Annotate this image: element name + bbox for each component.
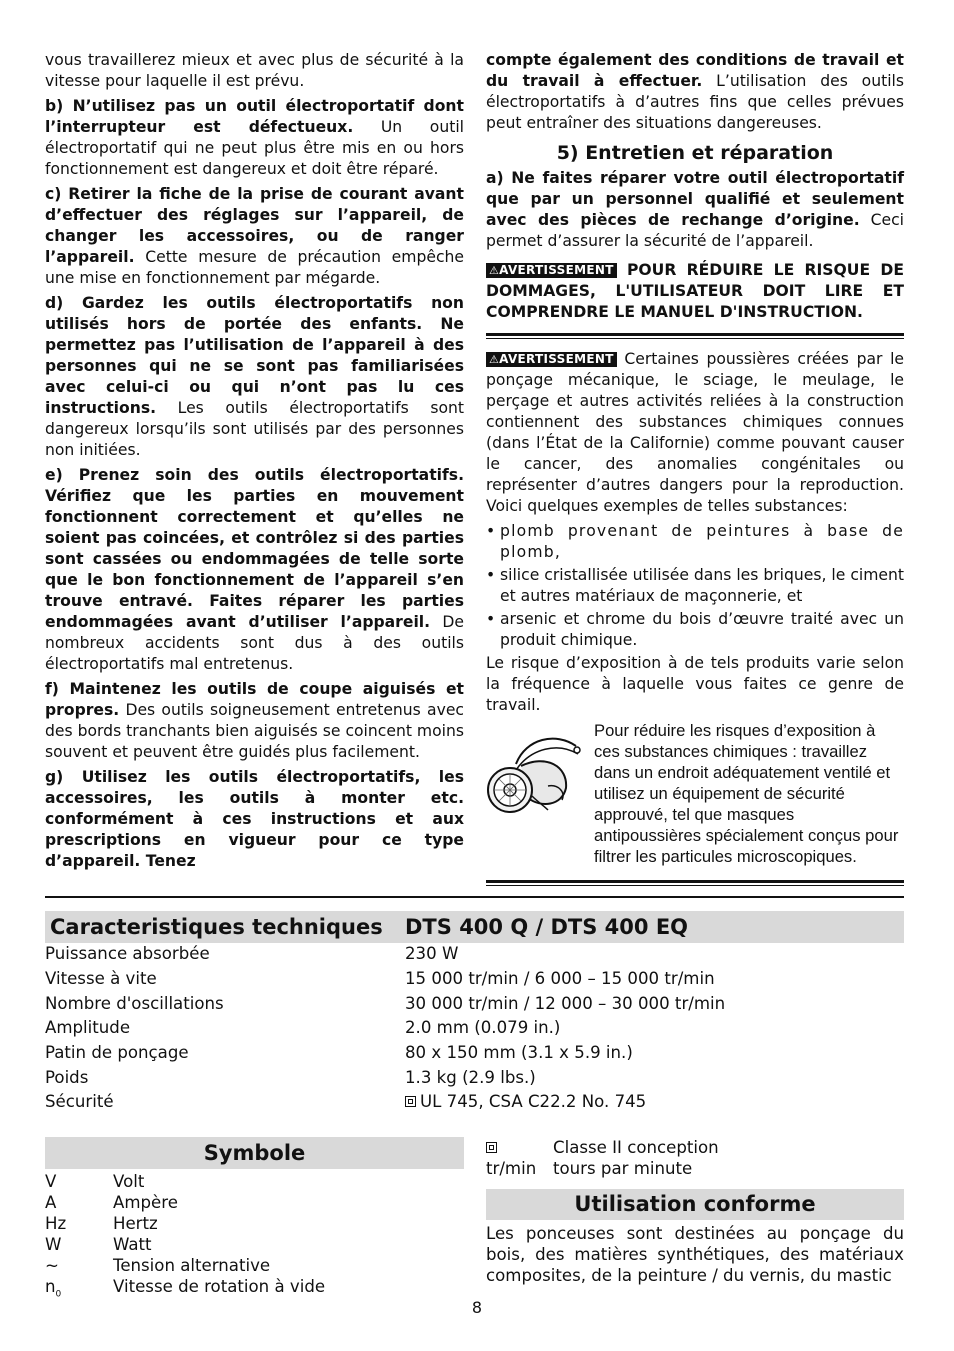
respirator-mask-icon <box>486 726 586 826</box>
divider <box>486 333 904 339</box>
left-column <box>45 50 464 876</box>
risk-paragraph: Le risque d’exposition à de tels produits varie selon la fréquence à laquelle vous faites ce genre de travail. <box>486 654 904 714</box>
usage-text: Les ponceuses sont destinées au ponçage du bois, des matières synthétiques, des matériaux composites, de la peinture / du vernis, du mastic <box>486 1224 904 1285</box>
mask-advice: Pour réduire les risques d’exposition à ces substances chimiques : travaillez dans un endroit adéquatement ventilé et utilisez un équipement de sécurité approuvé, tel que masques antipoussières spécialement conçus pour filtrer les particules microscopiques. <box>594 721 899 866</box>
divider <box>486 880 904 886</box>
warning-1: ⚠AVERTISSEMENT POUR RÉDUIRE LE RISQUE DE DOMMAGES, L'UTILISATEUR DOIT LIRE ET COMPRENDRE LE MANUEL D'INSTRUCTION. <box>486 261 904 321</box>
list-item: • silice cristallisée utilisée dans les briques, le ciment et autres matériaux de maçonnerie, et <box>486 565 904 607</box>
rule-b: b) N’utilisez pas un outil électroportatif dont l’interrupteur est défectueux. Un outil électroportatif qui ne peut plus être mis en ou hors fonctionnement est dangereux et doit être réparé. <box>45 97 464 178</box>
section-divider <box>45 896 904 898</box>
symbols-header: Symbole <box>45 1137 464 1169</box>
class-ii-icon <box>405 1096 416 1107</box>
warning-2: ⚠AVERTISSEMENT Certaines poussières créées par le ponçage mécanique, le sciage, le meulage, le perçage et autres activités reliées à la construction contiennent des substances chimiques connues (dans l’État de la Californie) comme pouvant causer le cancer, des anomalies congénitales ou représenter d’autres dangers pour la reproduction. Voici quelques exemples de telles substances: <box>486 350 904 515</box>
warning-badge: ⚠AVERTISSEMENT <box>486 352 617 367</box>
usage-header: Utilisation conforme <box>486 1189 904 1220</box>
substances-list <box>486 521 904 651</box>
specs-model: DTS 400 Q / DTS 400 EQ <box>405 915 689 939</box>
section-5-title: 5) Entretien et réparation <box>556 142 834 164</box>
warning-triangle-icon: ⚠ <box>489 264 500 277</box>
right-column <box>486 50 904 870</box>
class-ii-icon <box>486 1142 497 1153</box>
paragraph-continuation: vous travaillerez mieux et avec plus de sécurité à la vitesse pour laquelle il est prévu. <box>45 51 464 90</box>
warning-badge: ⚠AVERTISSEMENT <box>486 263 617 278</box>
rule-c: c) Retirer la fiche de la prise de courant avant d’effectuer des réglages sur l’appareil, de changer les accessoires, ou de ranger l’appareil. Cette mesure de précaution empêche une mise en fonctionnement par mégarde. <box>45 185 464 287</box>
mask-block <box>486 720 904 870</box>
rule-e: e) Prenez soin des outils électroportatifs. Vérifiez que les parties en mouvement fonctionnent correctement et qu’elles ne soient pas coincées, et contrôlez si des parties sont cassées ou endommagées de telle sorte que le bon fonctionnement de l’appareil s’en trouve entravé. Faites réparer les parties endommagées avant d’utiliser l’appareil. De nombreux accidents sont dus à des outils électroportatifs mal entretenus. <box>45 466 465 673</box>
list-item: • arsenic et chrome du bois d’œuvre traité avec un produit chimique. <box>486 609 904 651</box>
rule-g-continued: compte également des conditions de travail et du travail à effectuer. L’utilisation des outils électroportatifs à d’autres fins que celles prévues peut entraîner des situations dangereuses. <box>486 51 904 132</box>
page-number: 8 <box>471 1298 483 1317</box>
warning-triangle-icon: ⚠ <box>489 353 500 366</box>
list-item: • plomb provenant de peintures à base de plomb, <box>486 521 904 563</box>
specs-title: Caracteristiques techniques <box>50 915 383 939</box>
specs-header <box>45 911 904 943</box>
rule-5a: a) Ne faites réparer votre outil électroportatif que par un personnel qualifié et seulement avec des pièces de rechange d’origine. Ceci permet d’assurer la sécurité de l’appareil. <box>486 169 904 250</box>
rule-g: g) Utilisez les outils électroportatifs, les accessoires, les outils à monter etc. conformément à ces instructions et aux prescriptions en vigueur pour ce type d’appareil. Tenez <box>45 768 464 870</box>
rule-d: d) Gardez les outils électroportatifs non utilisés hors de portée des enfants. Ne permettez pas l’utilisation de l’appareil à des personnes qui ne se sont pas familiarisées avec celui-ci ou qui n’ont pas lu ces instructions. Les outils électroportatifs sont dangereux lorsqu’ils sont utilisés par des personnes non initiées. <box>45 294 464 459</box>
rule-f: f) Maintenez les outils de coupe aiguisés et propres. Des outils soigneusement entretenus avec des bords tranchants bien aiguisés se coincent moins souvent et peuvent être guidés plus facilement. <box>45 680 464 761</box>
